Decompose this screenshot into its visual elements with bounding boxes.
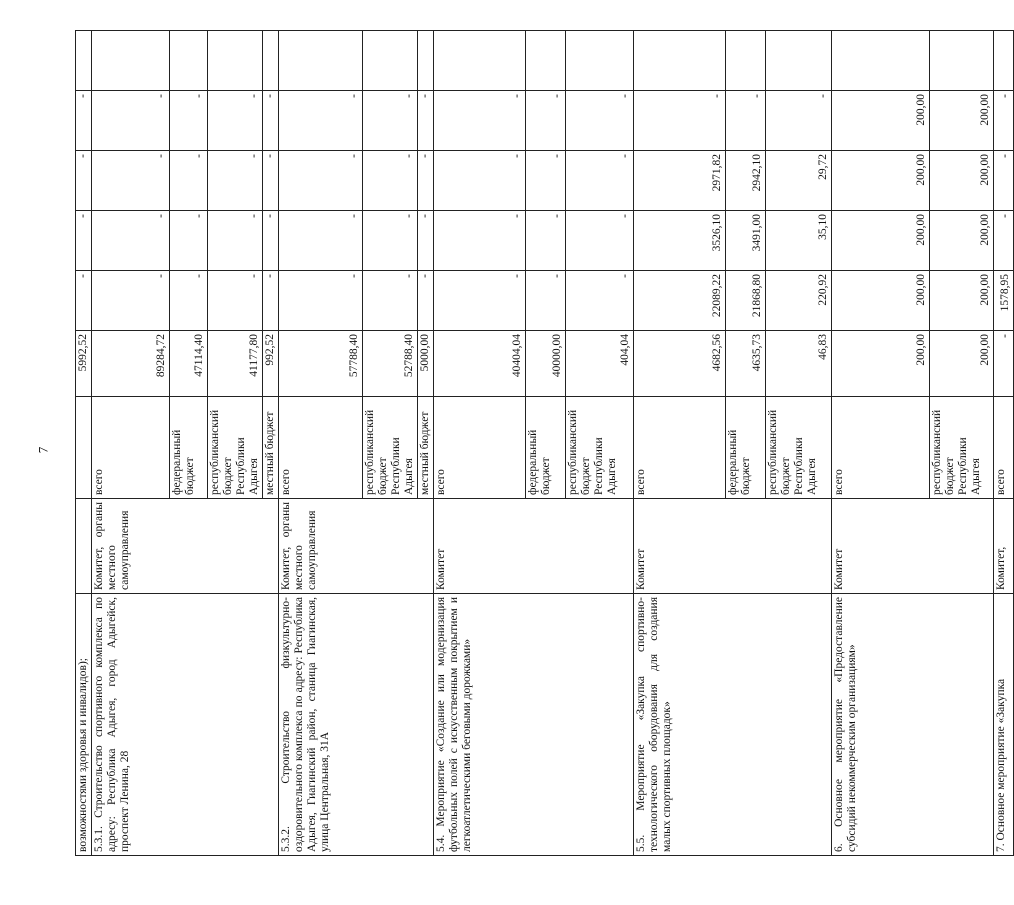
- source-cell: местный бюджет: [263, 397, 279, 499]
- empty-cell: [994, 31, 1014, 91]
- amount-cell: -: [279, 151, 363, 211]
- source-cell: республиканский бюджет Республики Адыгея: [930, 397, 994, 499]
- amount-cell: 3491,00: [726, 211, 766, 271]
- amount-cell: -: [92, 151, 170, 211]
- empty-cell: [170, 31, 208, 91]
- activity-cell: 7. Основное мероприятие «Закупка: [994, 594, 1014, 856]
- amount-cell: -: [208, 271, 263, 331]
- amount-cell: -: [726, 91, 766, 151]
- source-cell: всего: [832, 397, 930, 499]
- amount-cell: -: [92, 211, 170, 271]
- source-cell: всего: [92, 397, 170, 499]
- executor-cell: Комитет: [832, 499, 994, 594]
- amount-cell: -: [263, 211, 279, 271]
- empty-cell: [434, 31, 526, 91]
- source-cell: всего: [634, 397, 726, 499]
- executor-cell: Комитет: [434, 499, 634, 594]
- empty-cell: [279, 31, 363, 91]
- amount-cell: -: [76, 91, 92, 151]
- executor-cell: Комитет: [634, 499, 832, 594]
- amount-cell: 2942,10: [726, 151, 766, 211]
- source-cell: республиканский бюджет Республики Адыгея: [363, 397, 418, 499]
- executor-cell: Комитет, органы местного самоуправления: [279, 499, 434, 594]
- amount-cell: -: [170, 151, 208, 211]
- amount-cell: 200,00: [930, 211, 994, 271]
- amount-cell: -: [208, 211, 263, 271]
- amount-cell: -: [279, 91, 363, 151]
- amount-cell: 1578,95: [994, 271, 1014, 331]
- empty-cell: [76, 31, 92, 91]
- amount-cell: 22089,22: [634, 271, 726, 331]
- amount-cell: 200,00: [930, 331, 994, 397]
- amount-cell: -: [994, 331, 1014, 397]
- rotated-table-wrapper: [75, 31, 1011, 856]
- amount-cell: 4635,73: [726, 331, 766, 397]
- amount-cell: -: [263, 91, 279, 151]
- empty-cell: [92, 31, 170, 91]
- activity-cell: 6. Основное мероприятие «Предоставление субсидий некоммерческим организациям»: [832, 594, 994, 856]
- executor-cell: Комитет,: [994, 499, 1014, 594]
- budget-table: [75, 30, 1014, 856]
- amount-cell: -: [766, 91, 832, 151]
- amount-cell: -: [418, 91, 434, 151]
- amount-cell: 200,00: [930, 151, 994, 211]
- empty-cell: [726, 31, 766, 91]
- amount-cell: 57788,40: [279, 331, 363, 397]
- amount-cell: -: [994, 211, 1014, 271]
- amount-cell: -: [170, 91, 208, 151]
- empty-cell: [766, 31, 832, 91]
- empty-cell: [208, 31, 263, 91]
- activity-cell: 5.3.2. Строительство физкультурно-оздоровительного комплекса по адресу: Республика Адыгея, Гиагинский район, станица Гиагинская, улица Центральная, 31А: [279, 594, 434, 856]
- amount-cell: 5000,00: [418, 331, 434, 397]
- empty-cell: [566, 31, 634, 91]
- source-cell: республиканский бюджет Республики Адыгея: [766, 397, 832, 499]
- amount-cell: 21868,80: [726, 271, 766, 331]
- amount-cell: 40000,00: [526, 331, 566, 397]
- amount-cell: -: [434, 91, 526, 151]
- source-cell: [76, 397, 92, 499]
- executor-cell: Комитет, органы местного самоуправления: [92, 499, 279, 594]
- source-cell: всего: [279, 397, 363, 499]
- table-row: [279, 31, 363, 856]
- amount-cell: -: [526, 271, 566, 331]
- empty-cell: [832, 31, 930, 91]
- amount-cell: -: [566, 271, 634, 331]
- table-row: [832, 31, 930, 856]
- amount-cell: 200,00: [930, 91, 994, 151]
- source-cell: федеральный бюджет: [526, 397, 566, 499]
- source-cell: федеральный бюджет: [726, 397, 766, 499]
- amount-cell: -: [170, 271, 208, 331]
- amount-cell: -: [418, 151, 434, 211]
- amount-cell: -: [92, 91, 170, 151]
- amount-cell: 52788,40: [363, 331, 418, 397]
- amount-cell: -: [634, 91, 726, 151]
- table-row: [76, 31, 92, 856]
- source-cell: федеральный бюджет: [170, 397, 208, 499]
- executor-cell: [76, 499, 92, 594]
- amount-cell: -: [279, 211, 363, 271]
- activity-cell: 5.5. Мероприятие «Закупка спортивно-технологического оборудования для создания малых спортивных площадок»: [634, 594, 832, 856]
- empty-cell: [418, 31, 434, 91]
- amount-cell: 89284,72: [92, 331, 170, 397]
- amount-cell: -: [526, 151, 566, 211]
- amount-cell: -: [76, 151, 92, 211]
- amount-cell: 200,00: [832, 211, 930, 271]
- amount-cell: 3526,10: [634, 211, 726, 271]
- amount-cell: -: [566, 211, 634, 271]
- source-cell: местный бюджет: [418, 397, 434, 499]
- amount-cell: -: [363, 211, 418, 271]
- amount-cell: 46,83: [766, 331, 832, 397]
- source-cell: всего: [434, 397, 526, 499]
- amount-cell: 2971,82: [634, 151, 726, 211]
- amount-cell: -: [526, 211, 566, 271]
- amount-cell: -: [418, 211, 434, 271]
- amount-cell: -: [170, 211, 208, 271]
- amount-cell: -: [279, 271, 363, 331]
- amount-cell: 200,00: [832, 91, 930, 151]
- amount-cell: 200,00: [832, 151, 930, 211]
- amount-cell: 220,92: [766, 271, 832, 331]
- table-row: [994, 31, 1014, 856]
- amount-cell: -: [263, 271, 279, 331]
- amount-cell: -: [434, 271, 526, 331]
- amount-cell: -: [994, 91, 1014, 151]
- amount-cell: -: [363, 91, 418, 151]
- amount-cell: -: [363, 151, 418, 211]
- activity-cell: 5.3.1. Строительство спортивного комплекса по адресу: Республика Адыгея, город Адыгейск, проспект Ленина, 28: [92, 594, 279, 856]
- amount-cell: 404,04: [566, 331, 634, 397]
- amount-cell: 4682,56: [634, 331, 726, 397]
- amount-cell: 992,52: [263, 331, 279, 397]
- empty-cell: [363, 31, 418, 91]
- activity-cell: возможностями здоровья и инвалидов);: [76, 594, 92, 856]
- amount-cell: 35,10: [766, 211, 832, 271]
- page-number: 7: [35, 446, 51, 454]
- amount-cell: -: [92, 271, 170, 331]
- amount-cell: -: [76, 271, 92, 331]
- table-row: [434, 31, 526, 856]
- amount-cell: 5992,52: [76, 331, 92, 397]
- amount-cell: -: [434, 211, 526, 271]
- amount-cell: -: [76, 211, 92, 271]
- empty-cell: [263, 31, 279, 91]
- amount-cell: -: [566, 151, 634, 211]
- empty-cell: [930, 31, 994, 91]
- amount-cell: 40404,04: [434, 331, 526, 397]
- amount-cell: 200,00: [832, 271, 930, 331]
- source-cell: республиканский бюджет Республики Адыгея: [566, 397, 634, 499]
- empty-cell: [634, 31, 726, 91]
- amount-cell: -: [208, 151, 263, 211]
- amount-cell: -: [418, 271, 434, 331]
- activity-cell: 5.4. Мероприятие «Создание или модернизация футбольных полей с искусственным покрытием и легкоатлетическими беговыми дорожками»: [434, 594, 634, 856]
- amount-cell: 47114,40: [170, 331, 208, 397]
- table-body: [76, 31, 1014, 856]
- source-cell: всего: [994, 397, 1014, 499]
- amount-cell: -: [363, 271, 418, 331]
- amount-cell: -: [526, 91, 566, 151]
- amount-cell: 200,00: [930, 271, 994, 331]
- amount-cell: 29,72: [766, 151, 832, 211]
- table-row: [92, 31, 170, 856]
- amount-cell: -: [434, 151, 526, 211]
- source-cell: республиканский бюджет Республики Адыгея: [208, 397, 263, 499]
- amount-cell: -: [994, 151, 1014, 211]
- amount-cell: -: [263, 151, 279, 211]
- amount-cell: -: [566, 91, 634, 151]
- amount-cell: -: [208, 91, 263, 151]
- table-row: [634, 31, 726, 856]
- amount-cell: 200,00: [832, 331, 930, 397]
- empty-cell: [526, 31, 566, 91]
- amount-cell: 41177,80: [208, 331, 263, 397]
